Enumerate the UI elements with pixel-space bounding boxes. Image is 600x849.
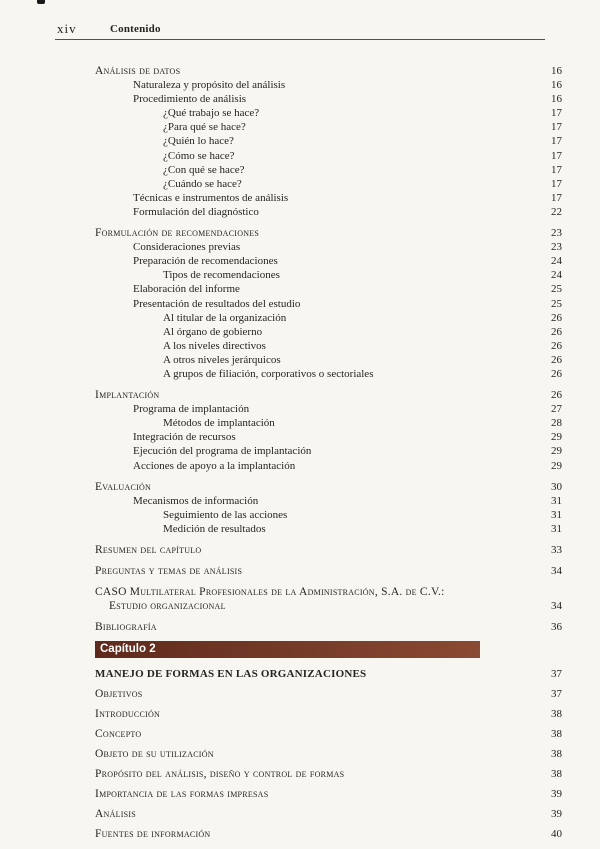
toc-entry [95,311,562,325]
toc-entry-title: ¿Para qué se hace? [163,121,246,134]
toc-entry-page: 16 [551,79,562,92]
toc-entry-page: 36 [551,621,562,634]
toc-entry-title: Concepto [95,728,142,741]
toc-entry [95,254,562,268]
toc-entry-page: 16 [551,93,562,106]
toc-entry-page: 16 [551,65,562,77]
toc-entry [95,353,562,367]
toc-entry-title: MANEJO DE FORMAS EN LAS ORGANIZACIONES [95,668,367,681]
toc-entry [95,134,562,148]
toc-entry [95,339,562,353]
toc-entry-title: Introducción [95,708,161,721]
toc-entry-title: Presentación de resultados del estudio [133,297,301,310]
page-number: xiv [57,21,77,36]
toc-entry-title: Análisis de datos [95,65,181,77]
toc-group [95,226,562,381]
toc-entry-page: 33 [551,544,562,556]
toc-entry-title: Formulación del diagnóstico [133,205,259,218]
toc-entry [95,120,562,134]
toc-entry-title: Propósito del análisis, diseño y control de formas [95,768,345,781]
toc-entry-page: 37 [551,688,562,701]
toc-entry-title: Tipos de recomendaciones [163,269,280,282]
toc-entry [95,747,562,761]
toc-entry-title: A grupos de filiación, corporativos o sectoriales [163,367,374,380]
toc-entry [95,827,562,841]
toc-entry-title: Implantación [95,389,160,402]
toc-entry [95,522,562,536]
toc-entry-page: 24 [551,269,562,282]
toc-list [95,64,562,634]
toc-entry [95,226,562,240]
toc-entry-title: Evaluación [95,480,152,493]
header-title: Contenido [110,23,161,35]
toc-entry-title: Elaboración del informe [133,283,240,296]
toc-entry-title: ¿Cómo se hace? [163,149,235,162]
toc-entry-title: Preguntas y temas de análisis [95,565,243,578]
header-rule [55,39,545,40]
toc-entry-page: 24 [551,255,562,268]
toc-entry-title: Al órgano de gobierno [163,325,263,338]
toc-entry [95,599,562,613]
toc-entry [95,564,562,578]
toc-entry [95,787,562,801]
toc-content [95,64,562,847]
toc-entry [95,416,562,430]
toc-entry-title: A los niveles directivos [163,339,266,352]
chapter-banner [95,641,480,658]
toc-entry-page: 29 [551,459,562,472]
toc-entry [95,282,562,296]
toc-entry-page: 26 [551,353,562,366]
toc-entry-page: 39 [551,788,562,801]
toc-entry [95,240,562,254]
toc-entry-page: 25 [551,297,562,310]
toc-group [95,564,562,578]
toc-entry-page: 27 [551,403,562,416]
toc-entry [95,205,562,219]
toc-entry-title: Bibliografía [95,621,157,634]
toc-group [95,388,562,473]
toc-entry-title: Integración de recursos [133,431,236,444]
toc-entry-page: 23 [551,227,562,240]
toc-entry-page: 31 [551,522,562,535]
toc-entry [95,767,562,781]
toc-entry-title: Mecanismos de información [133,494,259,507]
toc-entry [95,388,562,402]
toc-group [95,585,562,613]
toc-entry-page: 17 [551,149,562,162]
toc-entry-title: Análisis [95,808,136,821]
toc-entry [95,297,562,311]
toc-entry [95,64,562,78]
toc-entry [95,163,562,177]
toc-entry-page: 31 [551,494,562,507]
toc-entry-page: 26 [551,325,562,338]
toc-entry-page: 29 [551,431,562,444]
toc-entry-page: 28 [551,417,562,430]
toc-entry [95,444,562,458]
toc-entry [95,585,562,599]
toc-entry [95,620,562,634]
toc-entry-title: ¿Cuándo se hace? [163,177,242,190]
toc-entry-page: 26 [551,311,562,324]
toc-entry [95,92,562,106]
toc-entry-page: 30 [551,480,562,493]
toc-entry-title: Consideraciones previas [133,241,241,254]
toc-entry-page: 17 [551,163,562,176]
toc-entry [95,707,562,721]
toc-entry [95,494,562,508]
toc-entry-page: 26 [551,367,562,380]
toc-entry-title: A otros niveles jerárquicos [163,353,281,366]
toc-entry-title: Importancia de las formas impresas [95,788,269,801]
toc-entry-title: Naturaleza y propósito del análisis [133,79,286,92]
toc-group [95,543,562,557]
toc-entry-title: Objeto de su utilización [95,748,214,761]
toc-entry-page: 31 [551,508,562,521]
toc-entry [95,268,562,282]
toc-entry [95,106,562,120]
toc-entry-title: ¿Qué trabajo se hace? [163,107,260,120]
chapter2-list [95,667,562,841]
toc-entry [95,78,562,92]
toc-entry-page: 37 [551,668,562,681]
toc-entry-title: Programa de implantación [133,403,250,416]
toc-entry-title: Métodos de implantación [163,417,275,430]
toc-entry-title: Preparación de recomendaciones [133,255,278,268]
toc-entry [95,191,562,205]
toc-entry-title: Al titular de la organización [163,311,287,324]
toc-entry-page: 17 [551,121,562,134]
toc-entry-page: 26 [551,339,562,352]
toc-group [95,480,562,536]
toc-entry-page: 17 [551,191,562,204]
scan-artifact [37,0,45,4]
toc-entry-title: CASO Multilateral Profesionales de la Administración, S.A. de C.V.: [95,586,445,599]
toc-entry [95,727,562,741]
toc-entry [95,687,562,701]
toc-entry [95,430,562,444]
toc-entry-title: Objetivos [95,688,143,701]
toc-entry [95,177,562,191]
toc-entry [95,402,562,416]
toc-entry-title: Técnicas e instrumentos de análisis [133,191,289,204]
toc-entry [95,459,562,473]
toc-entry-title: Estudio organizacional [109,600,226,613]
toc-entry-page: 17 [551,107,562,120]
toc-entry-title: ¿Quién lo hace? [163,135,234,148]
toc-entry [95,807,562,821]
toc-entry [95,480,562,494]
toc-entry-title: Medición de resultados [163,522,266,535]
toc-entry-page: 29 [551,445,562,458]
toc-entry-page: 23 [551,241,562,254]
toc-entry-page: 38 [551,748,562,761]
toc-entry-title: Resumen del capítulo [95,544,202,556]
toc-entry-title: Fuentes de información [95,828,211,841]
toc-entry-page: 34 [551,565,562,578]
toc-entry [95,543,562,557]
toc-entry-page: 26 [551,389,562,402]
toc-entry-page: 38 [551,768,562,781]
toc-entry-page: 38 [551,708,562,721]
toc-entry-page: 25 [551,283,562,296]
toc-entry-page: 22 [551,205,562,218]
toc-entry-title: Acciones de apoyo a la implantación [133,459,296,472]
toc-entry-page: 40 [551,828,562,841]
toc-entry-page: 34 [551,600,562,613]
toc-entry [95,149,562,163]
toc-entry-page: 17 [551,135,562,148]
chapter-banner-label: Capítulo 2 [100,643,156,656]
toc-entry [95,667,562,681]
toc-entry-page: 38 [551,728,562,741]
toc-entry-title: Formulación de recomendaciones [95,227,260,240]
toc-entry-title: Ejecución del programa de implantación [133,445,312,458]
toc-group [95,64,562,219]
toc-entry-title: Procedimiento de análisis [133,93,247,106]
toc-entry [95,367,562,381]
toc-entry-page: 39 [551,808,562,821]
toc-entry-page: 17 [551,177,562,190]
toc-entry [95,325,562,339]
toc-group [95,620,562,634]
toc-entry [95,508,562,522]
toc-entry-title: Seguimiento de las acciones [163,508,288,521]
toc-entry-title: ¿Con qué se hace? [163,163,245,176]
